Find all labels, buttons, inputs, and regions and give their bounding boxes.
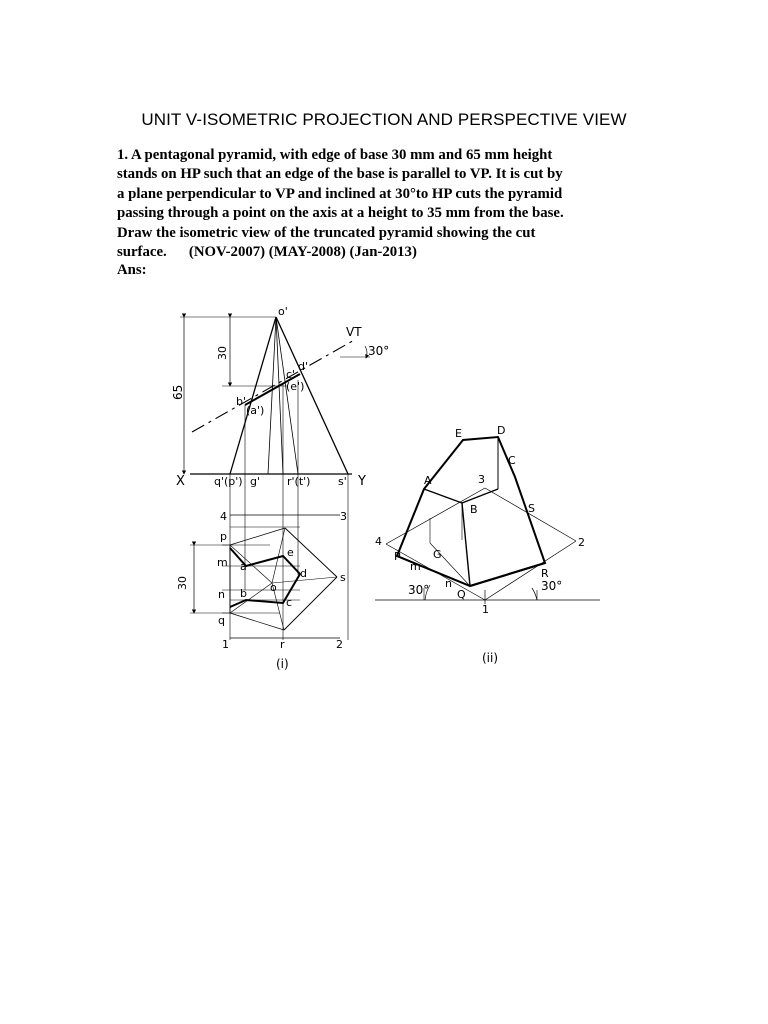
label-b-prime: b'	[236, 395, 247, 408]
label-4: 4	[220, 510, 227, 523]
question-line: stands on HP such that an edge of the base is parallel to VP. It is cut by	[117, 166, 563, 183]
label-2: 2	[336, 638, 343, 651]
page-title: UNIT V-ISOMETRIC PROJECTION AND PERSPECTIVE VIEW	[141, 110, 627, 129]
label-c: c	[286, 596, 293, 609]
label-o: o	[270, 581, 277, 594]
label-d: d	[300, 567, 307, 580]
label-d-prime: d'	[298, 360, 309, 373]
label-angle-right: 30°	[541, 579, 563, 593]
label-p: p	[220, 530, 227, 543]
label-S: S	[528, 502, 535, 515]
label-1-iso: 1	[482, 603, 489, 616]
label-y: Y	[358, 474, 366, 489]
label-2-iso: 2	[578, 536, 585, 549]
label-q: q	[218, 614, 225, 627]
label-G: G	[433, 548, 442, 561]
label-s: s	[340, 571, 346, 584]
label-D: D	[497, 424, 506, 437]
label-E: E	[455, 427, 462, 440]
question-line: 1. A pentagonal pyramid, with edge of base 30 mm and 65 mm height	[117, 147, 553, 163]
label-a-prime: (a')	[246, 404, 265, 417]
answer-label: Ans:	[117, 262, 147, 278]
question-line: a plane perpendicular to VP and inclined at 30°to HP cuts the pyramid	[117, 185, 563, 202]
label-3-iso: 3	[478, 473, 485, 486]
caption-i: (i)	[276, 657, 289, 671]
label-R: R	[541, 567, 549, 580]
label-m: m	[217, 556, 228, 569]
label-P: P	[394, 550, 401, 563]
question-line: surface. (NOV-2007) (MAY-2008) (Jan-2013)	[117, 244, 417, 261]
label-m-iso: m	[410, 560, 421, 573]
label-C: C	[508, 454, 516, 467]
label-A: A	[424, 474, 432, 487]
label-a: a	[240, 560, 247, 573]
label-angle-30: 30°	[368, 344, 390, 358]
label-r-t: r'(t')	[287, 475, 311, 488]
caption-ii: (ii)	[482, 651, 499, 665]
dim-30: 30	[216, 346, 229, 360]
label-g-prime: g'	[250, 475, 261, 488]
dim-30-bottom: 30	[176, 576, 189, 590]
label-o-prime: o'	[278, 305, 288, 318]
label-c-prime: c'	[286, 368, 296, 381]
figure-ii	[375, 437, 600, 604]
label-e: e	[287, 546, 294, 559]
label-B: B	[470, 503, 478, 516]
label-b: b	[240, 587, 247, 600]
dim-65: 65	[171, 384, 185, 400]
label-n: n	[218, 588, 225, 601]
label-1: 1	[222, 638, 229, 651]
question-line: passing through a point on the axis at a height to 35 mm from the base.	[117, 205, 564, 222]
label-n-iso: n	[445, 577, 452, 590]
label-s-prime: s'	[338, 475, 347, 488]
label-Q: Q	[457, 588, 466, 601]
question-line: Draw the isometric view of the truncated pyramid showing the cut	[117, 224, 536, 241]
label-vt: VT	[346, 325, 362, 339]
label-3: 3	[340, 510, 347, 523]
label-x: X	[176, 474, 185, 489]
label-q-p: q'(p')	[214, 475, 243, 488]
label-r: r	[280, 638, 285, 651]
label-angle-left: 30°	[408, 583, 430, 597]
label-4-iso: 4	[375, 535, 382, 548]
label-e-prime: (e')	[286, 380, 305, 393]
